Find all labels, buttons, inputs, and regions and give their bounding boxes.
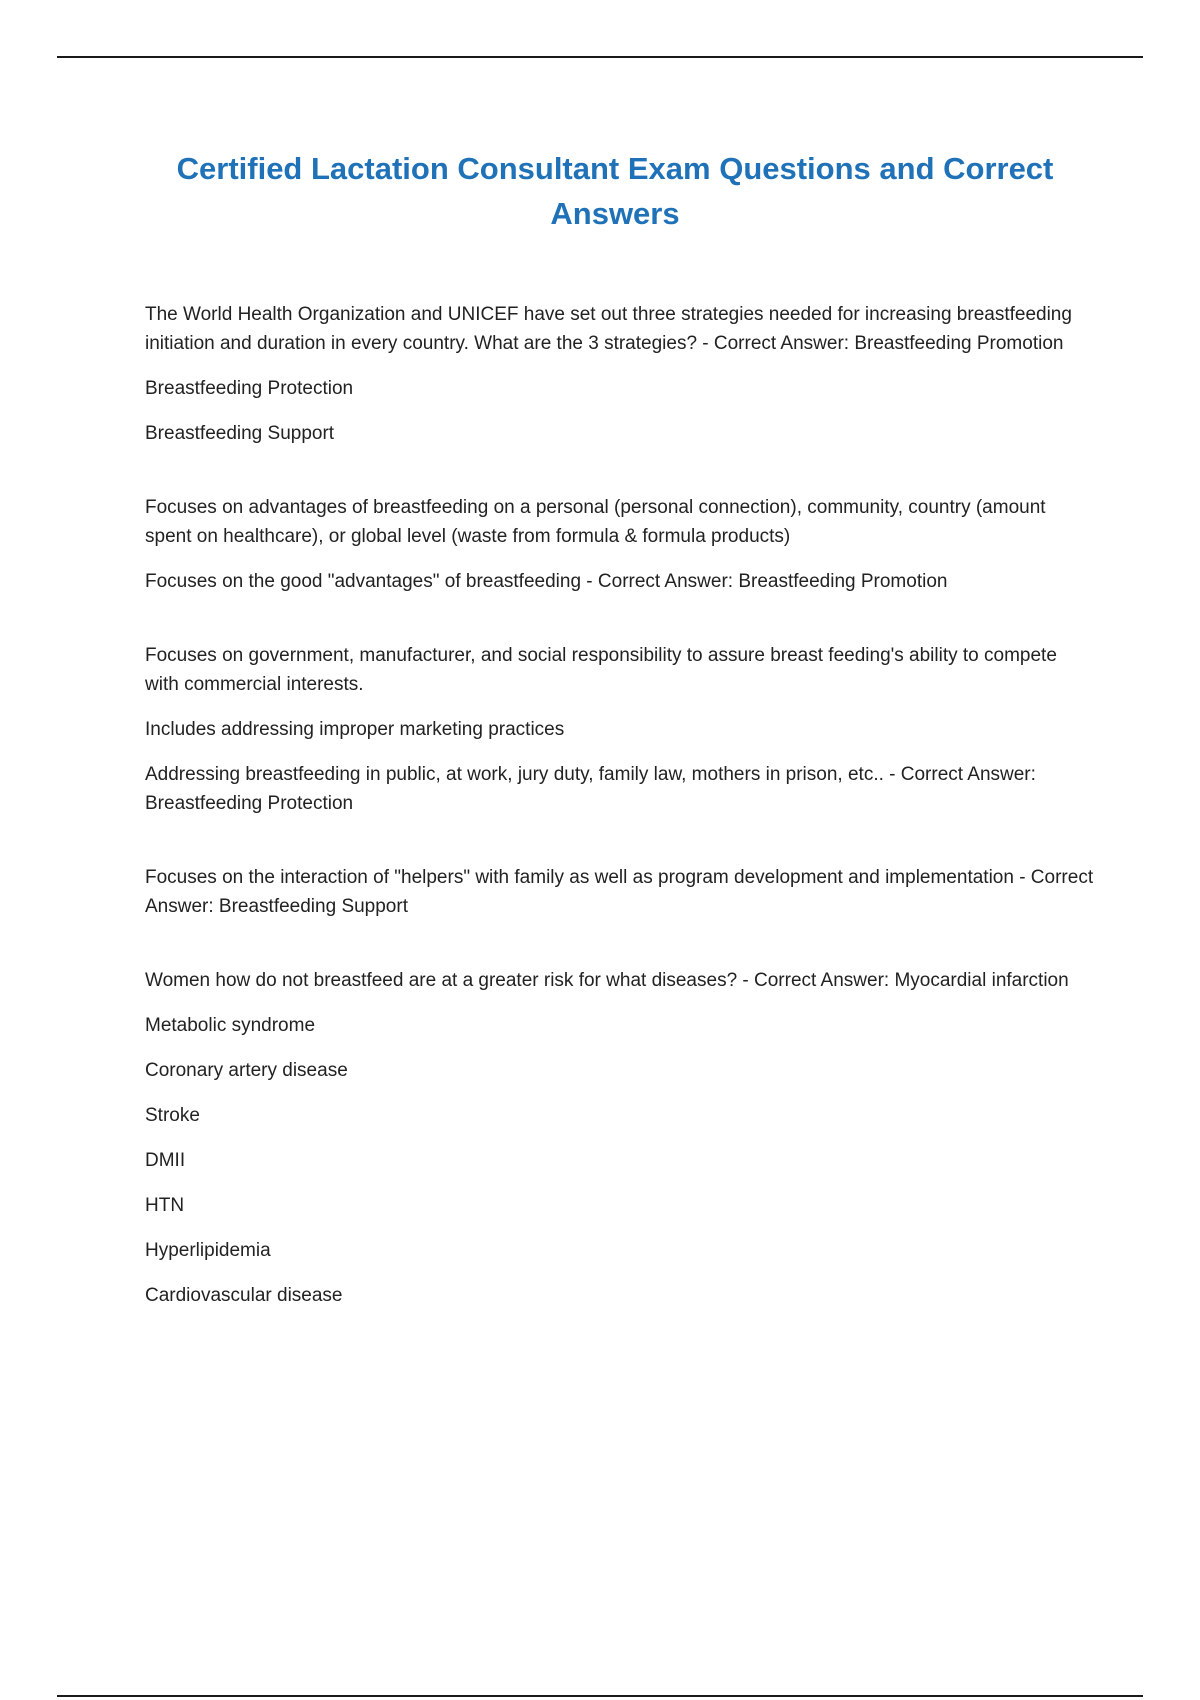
- qa-question: The World Health Organization and UNICEF have set out three strategies needed for increasing breastfeeding initiation and duration in every country. What are the 3 strategies? - Correct Answer: Breastfeeding Promotion: [145, 304, 1072, 354]
- qa-answer-line: Breastfeeding Support: [145, 423, 335, 444]
- qa-answer-line: Hyperlipidemia: [145, 1240, 271, 1261]
- qa-answer-line: Stroke: [145, 1105, 200, 1126]
- qa-description: Includes addressing improper marketing practices: [145, 719, 565, 740]
- qa-answer-line: Breastfeeding Protection: [145, 378, 354, 399]
- qa-question: Focuses on the good "advantages" of breastfeeding - Correct Answer: Breastfeeding Promotion: [145, 571, 948, 592]
- qa-question: Focuses on the interaction of "helpers" with family as well as program development and implementation - Correct Answer: Breastfeeding Support: [145, 867, 1094, 917]
- qa-block-strategies: [145, 300, 1095, 448]
- qa-block-diseases: [145, 966, 1095, 1310]
- qa-question: Addressing breastfeeding in public, at work, jury duty, family law, mothers in prison, etc.. - Correct Answer: Breastfeeding Protection: [145, 764, 1036, 814]
- qa-answer-line: Coronary artery disease: [145, 1060, 348, 1081]
- qa-answer-line: Cardiovascular disease: [145, 1285, 343, 1306]
- top-rule: [57, 56, 1143, 58]
- qa-answer-line: DMII: [145, 1150, 186, 1171]
- qa-question: Women how do not breastfeed are at a greater risk for what diseases? - Correct Answer: Myocardial infarction: [145, 970, 1069, 991]
- qa-block-promotion: [145, 493, 1095, 596]
- qa-block-protection: [145, 641, 1095, 818]
- document-body: [145, 300, 1095, 1355]
- qa-answer-line: HTN: [145, 1195, 185, 1216]
- qa-block-support: [145, 863, 1095, 921]
- qa-description: Focuses on advantages of breastfeeding on a personal (personal connection), community, country (amount spent on healthcare), or global level (waste from formula & formula products): [145, 497, 1046, 547]
- qa-description: Focuses on government, manufacturer, and social responsibility to assure breast feeding's ability to compete with commercial interests.: [145, 645, 1057, 695]
- document-title: Certified Lactation Consultant Exam Questions and Correct Answers: [176, 151, 1054, 231]
- qa-answer-line: Metabolic syndrome: [145, 1015, 316, 1036]
- bottom-rule: [57, 1695, 1143, 1697]
